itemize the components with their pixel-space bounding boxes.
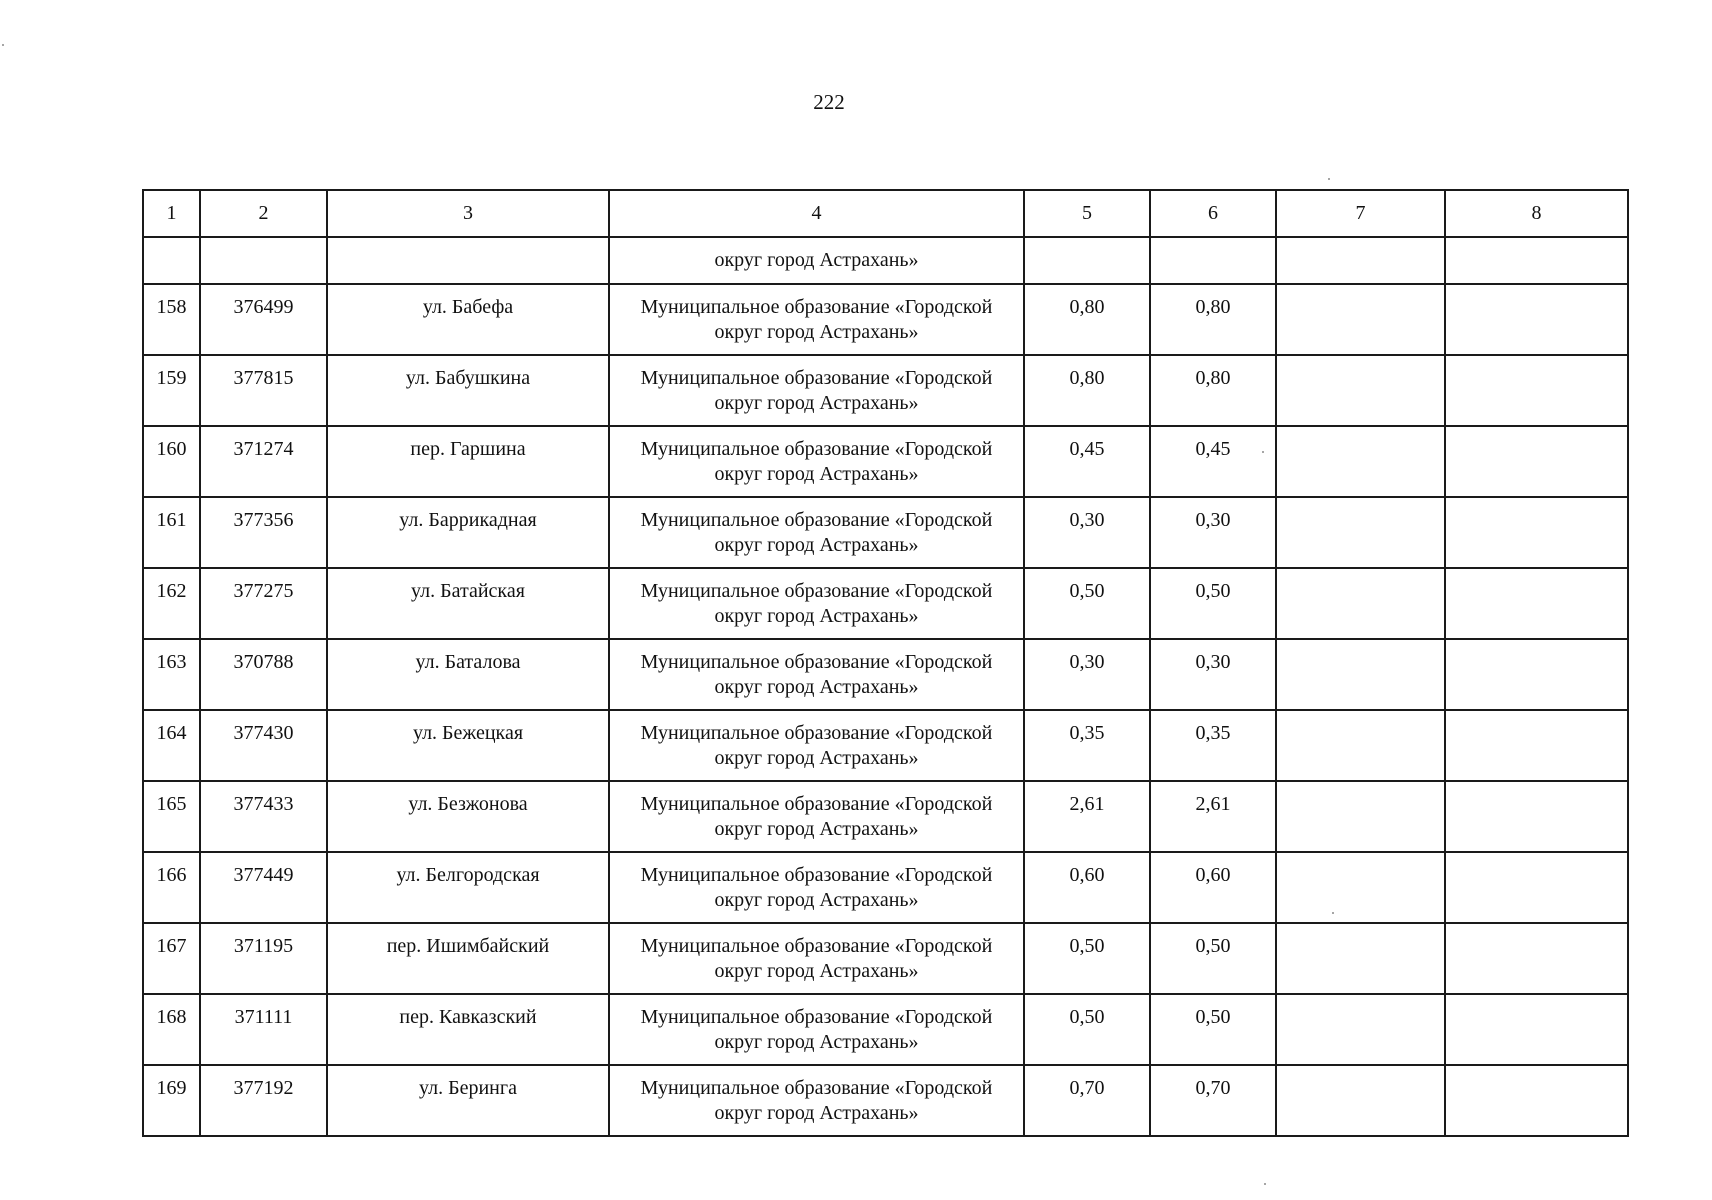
table-row (143, 284, 1628, 355)
row-number-cell: 166 (143, 852, 200, 923)
road-code-cell: 377815 (200, 355, 327, 426)
owner-text: Муниципальное образование «Городской (640, 1077, 993, 1099)
owner-cell (609, 426, 1024, 497)
empty-cell (1024, 237, 1150, 284)
row-number-cell: 165 (143, 781, 200, 852)
length-part-cell: 2,61 (1150, 781, 1276, 852)
street-name-cell: ул. Бабефа (327, 284, 609, 355)
column-header: 8 (1445, 190, 1628, 237)
owner-text: округ город Астрахань» (714, 321, 919, 343)
owner-cell (609, 639, 1024, 710)
owner-text: Муниципальное образование «Городской (640, 1006, 993, 1028)
street-name-cell: ул. Баррикадная (327, 497, 609, 568)
row-number-cell: 169 (143, 1065, 200, 1136)
column-7-cell (1276, 355, 1445, 426)
road-code-cell: 371274 (200, 426, 327, 497)
owner-cell (609, 781, 1024, 852)
owner-text: округ город Астрахань» (714, 1031, 919, 1053)
column-7-cell (1276, 639, 1445, 710)
street-name-cell: ул. Бежецкая (327, 710, 609, 781)
table-row (143, 852, 1628, 923)
length-total-cell: 0,50 (1024, 994, 1150, 1065)
scan-speck (1264, 1183, 1266, 1185)
length-total-cell: 0,80 (1024, 355, 1150, 426)
road-code-cell: 377275 (200, 568, 327, 639)
owner-text: округ город Астрахань» (714, 534, 919, 556)
road-code-cell: 376499 (200, 284, 327, 355)
table-row (143, 781, 1628, 852)
row-number-cell: 160 (143, 426, 200, 497)
length-total-cell: 2,61 (1024, 781, 1150, 852)
street-name-cell: ул. Безжонова (327, 781, 609, 852)
column-8-cell (1445, 781, 1628, 852)
row-number-cell: 164 (143, 710, 200, 781)
row-number-cell: 162 (143, 568, 200, 639)
owner-text: Муниципальное образование «Городской (640, 651, 993, 673)
row-number-cell: 158 (143, 284, 200, 355)
length-part-cell: 0,30 (1150, 497, 1276, 568)
column-header: 6 (1150, 190, 1276, 237)
owner-text: Муниципальное образование «Городской (640, 438, 993, 460)
column-8-cell (1445, 994, 1628, 1065)
scan-speck (2, 44, 4, 46)
length-total-cell: 0,45 (1024, 426, 1150, 497)
owner-cell (609, 497, 1024, 568)
street-name-cell: пер. Ишимбайский (327, 923, 609, 994)
owner-text: Муниципальное образование «Городской (640, 793, 993, 815)
table-row (143, 426, 1628, 497)
length-total-cell: 0,30 (1024, 639, 1150, 710)
owner-text: округ город Астрахань» (714, 960, 919, 982)
owner-text: округ город Астрахань» (714, 818, 919, 840)
column-7-cell (1276, 1065, 1445, 1136)
column-8-cell (1445, 355, 1628, 426)
row-number-cell: 159 (143, 355, 200, 426)
column-8-cell (1445, 639, 1628, 710)
column-8-cell (1445, 568, 1628, 639)
street-name-cell: ул. Бабушкина (327, 355, 609, 426)
table-row (143, 923, 1628, 994)
row-number-cell: 161 (143, 497, 200, 568)
road-code-cell: 377356 (200, 497, 327, 568)
length-total-cell: 0,60 (1024, 852, 1150, 923)
road-code-cell: 371195 (200, 923, 327, 994)
column-7-cell (1276, 923, 1445, 994)
empty-cell (1276, 237, 1445, 284)
column-7-cell (1276, 568, 1445, 639)
length-total-cell: 0,50 (1024, 923, 1150, 994)
owner-text: округ город Астрахань» (714, 605, 919, 627)
table-body (143, 190, 1628, 1136)
owner-text: округ город Астрахань» (714, 463, 919, 485)
owner-text: Муниципальное образование «Городской (640, 864, 993, 886)
column-8-cell (1445, 1065, 1628, 1136)
owner-cell (609, 710, 1024, 781)
street-name-cell: пер. Гаршина (327, 426, 609, 497)
column-8-cell (1445, 426, 1628, 497)
column-7-cell (1276, 852, 1445, 923)
column-8-cell (1445, 852, 1628, 923)
empty-cell (1150, 237, 1276, 284)
owner-text: Муниципальное образование «Городской (640, 722, 993, 744)
length-part-cell: 0,60 (1150, 852, 1276, 923)
column-7-cell (1276, 426, 1445, 497)
scan-speck (1328, 178, 1330, 180)
column-7-cell (1276, 284, 1445, 355)
column-7-cell (1276, 781, 1445, 852)
column-header: 7 (1276, 190, 1445, 237)
owner-cell (609, 1065, 1024, 1136)
length-total-cell: 0,30 (1024, 497, 1150, 568)
street-name-cell: ул. Батайская (327, 568, 609, 639)
road-code-cell: 377430 (200, 710, 327, 781)
length-part-cell: 0,80 (1150, 284, 1276, 355)
row-number-cell: 163 (143, 639, 200, 710)
row-number-cell: 168 (143, 994, 200, 1065)
length-total-cell: 0,80 (1024, 284, 1150, 355)
table-row (143, 994, 1628, 1065)
owner-cell (609, 355, 1024, 426)
table-row (143, 1065, 1628, 1136)
column-7-cell (1276, 497, 1445, 568)
column-7-cell (1276, 994, 1445, 1065)
empty-cell (327, 237, 609, 284)
column-header: 1 (143, 190, 200, 237)
owner-text: Муниципальное образование «Городской (640, 935, 993, 957)
street-name-cell: пер. Кавказский (327, 994, 609, 1065)
length-part-cell: 0,50 (1150, 994, 1276, 1065)
owner-text: Муниципальное образование «Городской (640, 580, 993, 602)
column-8-cell (1445, 284, 1628, 355)
column-8-cell (1445, 923, 1628, 994)
column-7-cell (1276, 710, 1445, 781)
length-part-cell: 0,30 (1150, 639, 1276, 710)
road-code-cell: 377433 (200, 781, 327, 852)
continuation-row (143, 237, 1628, 284)
empty-cell (143, 237, 200, 284)
street-name-cell: ул. Баталова (327, 639, 609, 710)
column-header: 4 (609, 190, 1024, 237)
table-row (143, 710, 1628, 781)
road-code-cell: 371111 (200, 994, 327, 1065)
empty-cell (1445, 237, 1628, 284)
empty-cell (200, 237, 327, 284)
road-code-cell: 377449 (200, 852, 327, 923)
street-name-cell: ул. Белгородская (327, 852, 609, 923)
length-part-cell: 0,35 (1150, 710, 1276, 781)
table-row (143, 639, 1628, 710)
owner-text: округ город Астрахань» (714, 1102, 919, 1124)
owner-cell (609, 237, 1024, 284)
table-row (143, 355, 1628, 426)
column-number-row (143, 190, 1628, 237)
owner-cell (609, 923, 1024, 994)
length-part-cell: 0,50 (1150, 923, 1276, 994)
column-8-cell (1445, 710, 1628, 781)
owner-text: Муниципальное образование «Городской (640, 296, 993, 318)
length-part-cell: 0,50 (1150, 568, 1276, 639)
owner-text: Муниципальное образование «Городской (640, 509, 993, 531)
table-row (143, 497, 1628, 568)
page-number: 222 (813, 90, 845, 114)
length-total-cell: 0,70 (1024, 1065, 1150, 1136)
owner-cell (609, 852, 1024, 923)
owner-cell (609, 284, 1024, 355)
owner-text: округ город Астрахань» (714, 392, 919, 414)
column-header: 3 (327, 190, 609, 237)
owner-text: округ город Астрахань» (714, 676, 919, 698)
owner-cell (609, 994, 1024, 1065)
owner-text: округ город Астрахань» (714, 249, 919, 271)
roads-register-table (142, 189, 1629, 1137)
column-8-cell (1445, 497, 1628, 568)
length-part-cell: 0,70 (1150, 1065, 1276, 1136)
length-part-cell: 0,80 (1150, 355, 1276, 426)
column-header: 2 (200, 190, 327, 237)
column-header: 5 (1024, 190, 1150, 237)
length-total-cell: 0,50 (1024, 568, 1150, 639)
street-name-cell: ул. Беринга (327, 1065, 609, 1136)
length-total-cell: 0,35 (1024, 710, 1150, 781)
table-row (143, 568, 1628, 639)
owner-text: округ город Астрахань» (714, 747, 919, 769)
owner-text: округ город Астрахань» (714, 889, 919, 911)
road-code-cell: 370788 (200, 639, 327, 710)
owner-text: Муниципальное образование «Городской (640, 367, 993, 389)
road-code-cell: 377192 (200, 1065, 327, 1136)
owner-cell (609, 568, 1024, 639)
length-part-cell: 0,45 (1150, 426, 1276, 497)
row-number-cell: 167 (143, 923, 200, 994)
